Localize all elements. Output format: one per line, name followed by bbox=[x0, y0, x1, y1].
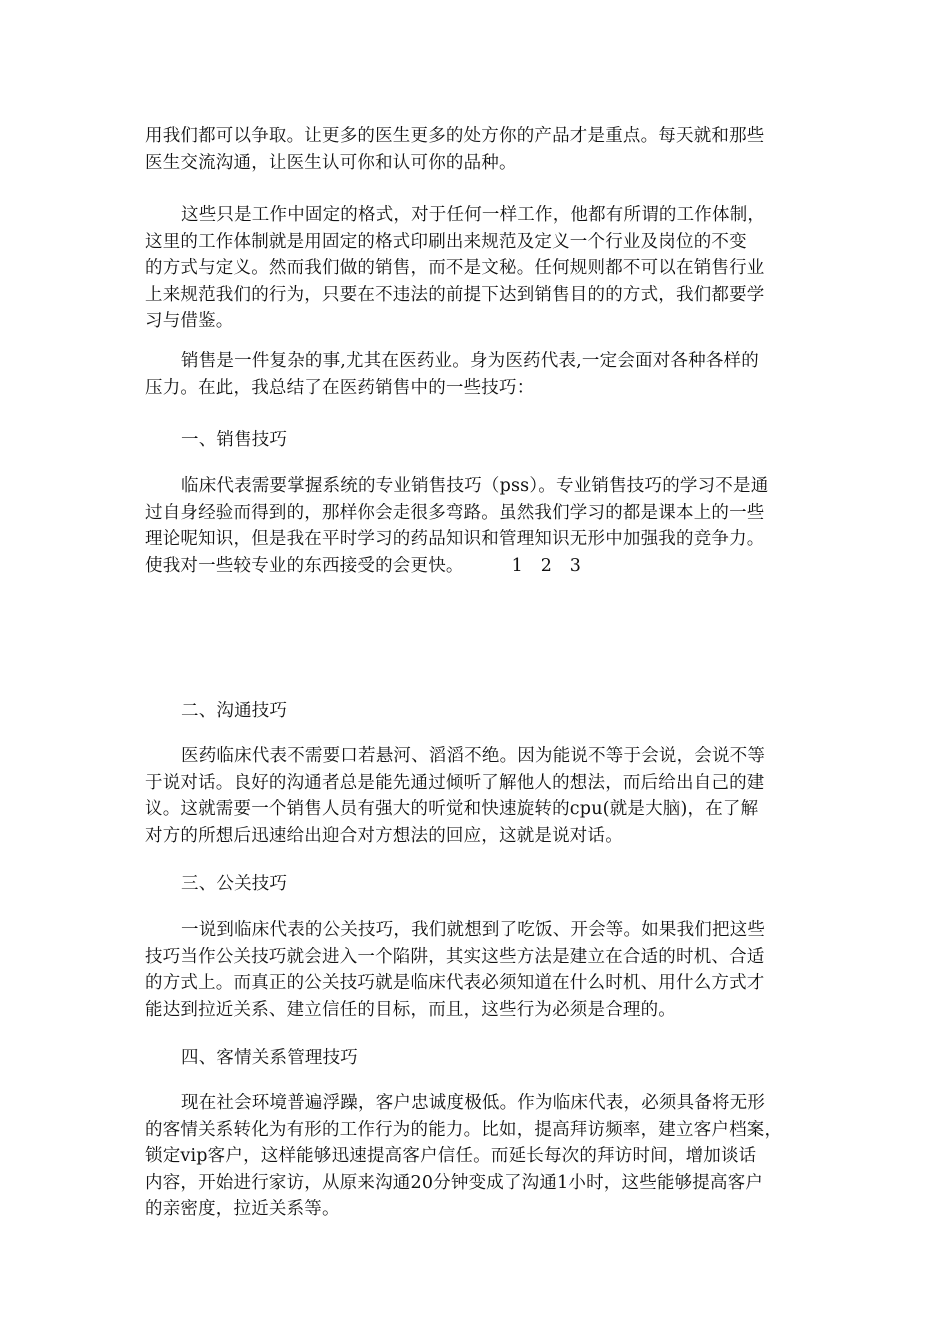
text-line: 这些只是工作中固定的格式，对于任何一样工作，他都有所谓的工作体制， bbox=[181, 205, 766, 225]
section-heading-communication-skills: 二、沟通技巧 bbox=[181, 701, 288, 721]
text-line: 习与借鉴。 bbox=[145, 311, 234, 331]
text-line: 的客情关系转化为有形的工作行为的能力。比如，提高拜访频率，建立客户档案， bbox=[145, 1119, 783, 1140]
text-line: 理论呢知识，但是我在平时学习的药品知识和管理知识无形中加强我的竞争力。 bbox=[145, 529, 765, 549]
text-line: 临床代表需要掌握系统的专业销售技巧（pss）。专业销售技巧的学习不是通 bbox=[181, 476, 769, 496]
text-line bbox=[145, 553, 809, 580]
text-line: 内容，开始进行家访，从原来沟通20分钟变成了沟通1小时，这些能够提高客户 bbox=[145, 1172, 764, 1193]
text-line: 医生交流沟通，让医生认可你和认可你的品种。 bbox=[145, 152, 517, 173]
text-line: 议。这就需要一个销售人员有强大的听觉和快速旋转的cpu(就是大脑)，在了解 bbox=[145, 799, 759, 819]
section-heading-sales-skills: 一、销售技巧 bbox=[181, 430, 288, 450]
text-line: 这里的工作体制就是用固定的格式印刷出来规范及定义一个行业及岗位的不变 bbox=[145, 231, 747, 252]
section-heading-customer-relationship: 四、客情关系管理技巧 bbox=[181, 1048, 358, 1068]
paragraph-4 bbox=[145, 473, 809, 579]
text-line-content: 使我对一些较专业的东西接受的会更快。 bbox=[145, 555, 464, 576]
text-line: 的方式上。而真正的公关技巧就是临床代表必须知道在什么时机、用什么方式才 bbox=[145, 973, 765, 993]
text-line: 的亲密度，拉近关系等。 bbox=[145, 1199, 340, 1219]
text-line: 上来规范我们的行为，只要在不违法的前提下达到销售目的的方式，我们都要学 bbox=[145, 284, 765, 305]
paragraph-6 bbox=[145, 917, 809, 1023]
text-line: 的方式与定义。然而我们做的销售，而不是文秘。任何规则都不可以在销售行业 bbox=[145, 258, 765, 278]
text-line: 压力。在此，我总结了在医药销售中的一些技巧： bbox=[145, 377, 535, 398]
text-line: 医药临床代表不需要口若悬河、滔滔不绝。因为能说不等于会说，会说不等 bbox=[181, 746, 766, 766]
text-line: 现在社会环境普遍浮躁，客户忠诚度极低。作为临床代表，必须具备将无形 bbox=[181, 1093, 766, 1113]
text-line: 技巧当作公关技巧就会进入一个陷阱，其实这些方法是建立在合适的时机、合适 bbox=[145, 946, 765, 967]
text-line: 一说到临床代表的公关技巧，我们就想到了吃饭、开会等。如果我们把这些 bbox=[181, 920, 766, 940]
text-line: 能达到拉近关系、建立信任的目标，而且，这些行为必须是合理的。 bbox=[145, 999, 676, 1020]
text-line: 用我们都可以争取。让更多的医生更多的处方你的产品才是重点。每天就和那些 bbox=[145, 126, 765, 146]
text-line: 销售是一件复杂的事,尤其在医药业。身为医药代表,一定会面对各种各样的 bbox=[181, 351, 759, 371]
paragraph-2 bbox=[145, 202, 809, 335]
text-line: 过自身经验而得到的，那样你会走很多弯路。虽然我们学习的都是课本上的一些 bbox=[145, 502, 765, 523]
paragraph-5 bbox=[145, 743, 809, 849]
paragraph-1 bbox=[145, 123, 809, 176]
paragraph-3 bbox=[145, 348, 809, 401]
page-numbers: 1 2 3 bbox=[511, 555, 582, 576]
text-line: 锁定vip客户，这样能够迅速提高客户信任。而延长每次的拜访时间，增加谈话 bbox=[145, 1146, 757, 1166]
text-line: 对方的所想后迅速给出迎合对方想法的回应，这就是说对话。 bbox=[145, 825, 623, 846]
text-line: 于说对话。良好的沟通者总是能先通过倾听了解他人的想法，而后给出自己的建 bbox=[145, 772, 765, 793]
section-heading-pr-skills: 三、公关技巧 bbox=[181, 874, 288, 894]
paragraph-7 bbox=[145, 1090, 809, 1223]
